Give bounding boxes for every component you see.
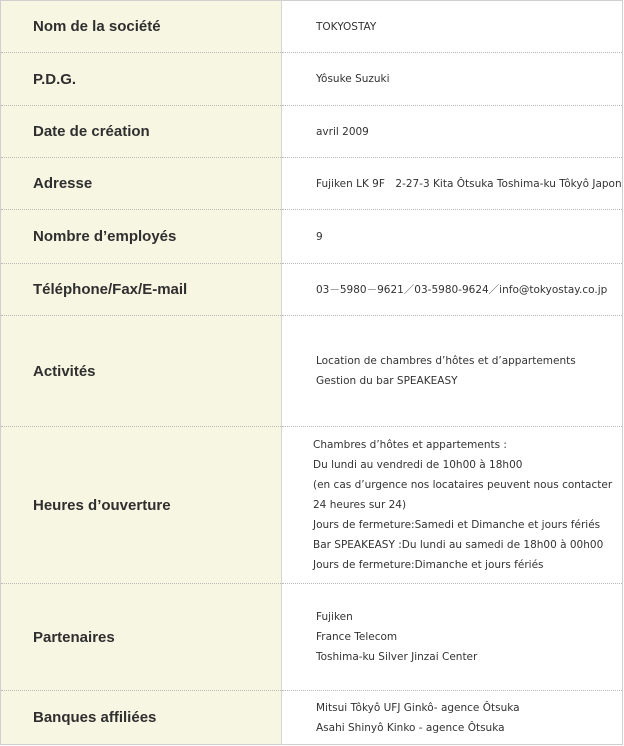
table-row [1,316,623,427]
row-value [282,53,623,106]
row-label: P.D.G. [1,53,282,106]
table-row [1,106,623,158]
row-value [282,158,623,210]
value-line: avril 2009 [316,125,369,138]
row-value [282,1,623,53]
value-line: (en cas d’urgence nos locataires peuvent nous contacter [313,479,613,491]
value-line: Yôsuke Suzuki [316,73,390,85]
value-line: 24 heures sur 24) [313,499,407,511]
value-line: Bar SPEAKEASY :Du lundi au samedi de 18h00 à 00h00 [313,539,604,551]
row-label: Heures d’ouverture [1,427,282,584]
row-value [282,106,623,158]
row-label: Téléphone/Fax/E-mail [1,264,282,316]
row-label: Date de création [1,106,282,158]
value-line: Gestion du bar SPEAKEASY [316,375,458,387]
value-line: Fujiken [316,611,353,623]
value-line: Jours de fermeture:Dimanche et jours fériés [313,559,544,571]
table-row [1,691,623,745]
table-row [1,158,623,210]
value-line: 03－5980－9621／03-5980-9624／info@tokyostay.co.jp [316,283,608,296]
row-value [282,691,623,745]
row-label: Adresse [1,158,282,210]
value-line: France Telecom [316,631,398,643]
row-label: Banques affiliées [1,691,282,745]
row-value [282,264,623,316]
value-line: Location de chambres d’hôtes et d’appartements [316,355,576,367]
table-row [1,53,623,106]
table-row [1,584,623,691]
row-label: Partenaires [1,584,282,691]
value-line: Jours de fermeture:Samedi et Dimanche et jours fériés [313,519,601,531]
row-label: Nom de la société [1,1,282,53]
table-row [1,264,623,316]
table-row [1,427,623,584]
value-line: Du lundi au vendredi de 10h00 à 18h00 [313,459,523,471]
table-row [1,1,623,53]
value-line: Chambres d’hôtes et appartements : [313,439,507,451]
value-line: Mitsui Tôkyô UFJ Ginkô- agence Ôtsuka [316,701,520,714]
value-line: Fujiken LK 9F 2-27-3 Kita Ôtsuka Toshima-ku Tôkyô Japon [316,177,622,190]
table-row [1,210,623,264]
value-line: 9 [316,230,323,243]
row-value [282,316,623,427]
value-line: Toshima-ku Silver Jinzai Center [316,651,478,663]
row-value [282,427,623,584]
row-label: Nombre d’employés [1,210,282,264]
row-value [282,210,623,264]
value-line: TOKYOSTAY [316,20,377,33]
value-line: Asahi Shinyô Kinko - agence Ôtsuka [316,721,505,734]
row-label: Activités [1,316,282,427]
row-value [282,584,623,691]
